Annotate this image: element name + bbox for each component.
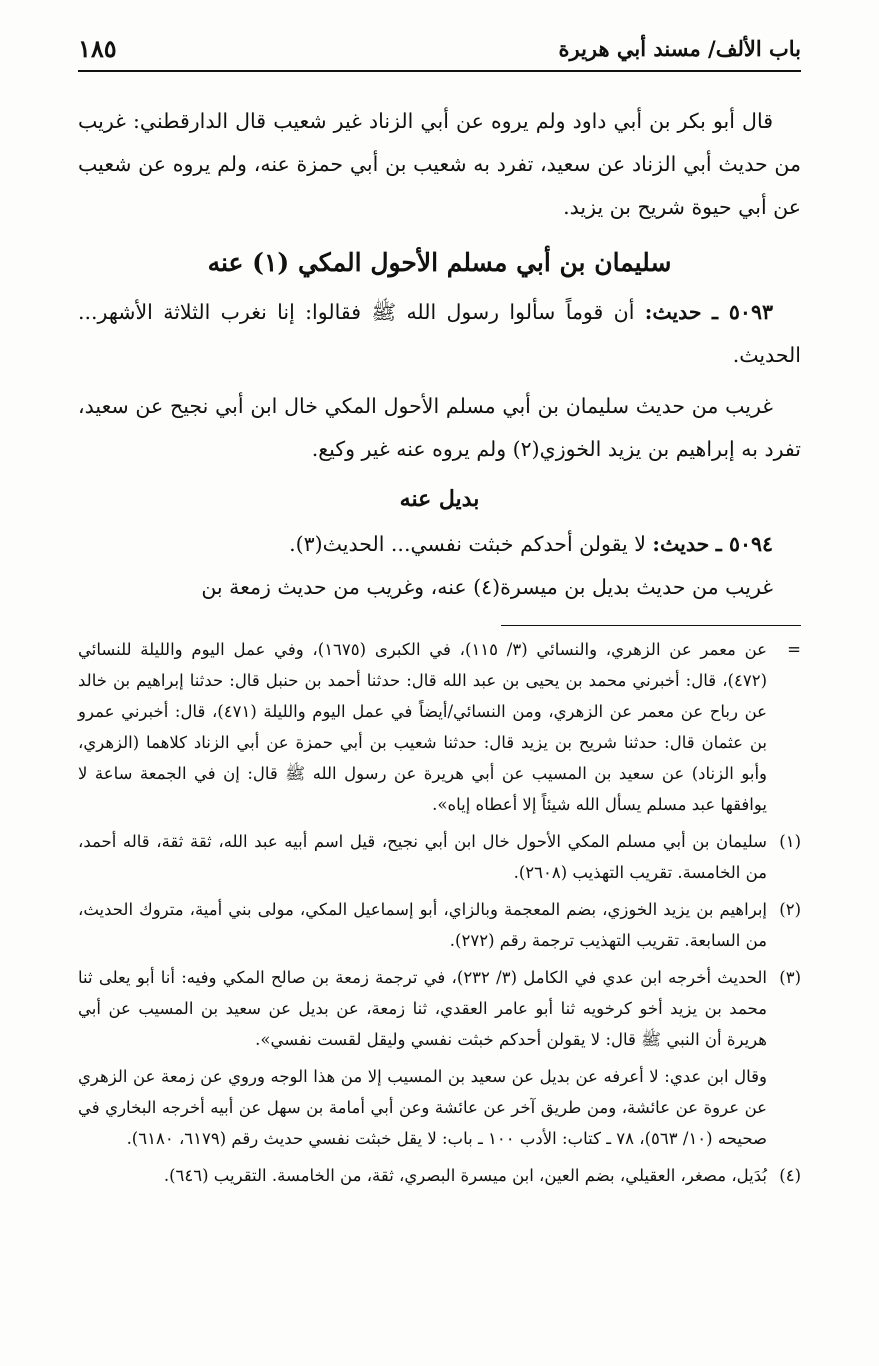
continuation-marker: =	[787, 640, 801, 659]
hadith-label: حديث:	[644, 300, 702, 324]
running-header	[78, 30, 801, 72]
footnote-2: (٢) إبراهيم بن يزيد الخوزي، بضم المعجمة وبالزاي، أبو إسماعيل المكي، مولى بني أمية، متروك الحديث، من السابعة. تقريب التهذيب ترجمة رقم (٢٧٢).	[78, 894, 801, 956]
footnote-number: (٤)	[779, 1166, 801, 1185]
footnote-1: (١) سليمان بن أبي مسلم المكي الأحول خال ابن أبي نجيح، قيل اسم أبيه عبد الله، ثقة ثقة، قاله أحمد، من الخامسة. تقريب التهذيب (٢٦٠٨).	[78, 826, 801, 888]
section-heading-budayl: بديل عنه	[399, 486, 480, 512]
paragraph-daraqutni: قال أبو بكر بن أبي داود ولم يروه عن أبي الزناد غير شعيب قال الدارقطني: غريب من حديث أبي الزناد عن سعيد، تفرد به شعيب بن أبي حمزة عنه، ولم يروه عن شعيب عن أبي حيوة شريح بن يزيد.	[78, 109, 801, 219]
hadith-number: ٥٠٩٣ ـ	[711, 300, 773, 324]
running-title: باب الألف/ مسند أبي هريرة	[558, 36, 801, 61]
footnote-separator	[501, 625, 801, 626]
hadith-label: حديث:	[652, 532, 710, 556]
footnote-continuation: = عن معمر عن الزهري، والنسائي (٣/ ١١٥)، في الكبرى (١٦٧٥)، وفي عمل اليوم والليلة للنسائي (٤٧٢)، قال: أخبرني محمد بن يحيى بن عبد الله قال: حدثنا أحمد بن حنبل قال: حدثنا إبراهيم بن خالد عن رباح عن معمر عن الزهري، ومن النسائي/أيضاً في عمل اليوم والليلة (٤٧١)، قال: أخبرني عمرو بن عثمان قال: حدثنا شريح بن يزيد قال: حدثنا شعيب بن أبي حمزة عن أبي الزناد كلاهما (الزهري، وأبو الزناد) عن سعيد بن المسيب عن أبي هريرة عن رسول الله ﷺ قال: إن في الجمعة ساعة لا يوافقها عبد مسلم يسأل الله شيئاً إلا أعطاه إياه».	[78, 634, 801, 820]
page-number: ١٨٥	[78, 34, 117, 63]
hadith-text: أن قوماً سألوا رسول الله ﷺ فقالوا: إنا نغرب الثلاثة الأشهر... الحديث.	[78, 300, 801, 367]
footnote-3-continued: وقال ابن عدي: لا أعرفه عن بديل عن سعيد بن المسيب إلا من هذا الوجه وروي عن زمعة عن الزهري عن عروة عن عائشة، ومن طريق آخر عن عائشة وعن أبي أمامة بن سهل عن أبيه أخرجه البخاري في صحيحه (١٠/ ٥٦٣)، ٧٨ ـ كتاب: الأدب ١٠٠ ـ باب: لا يقل خبثت نفسي حديث رقم (٦١٧٩، ٦١٨٠).	[78, 1067, 767, 1148]
paragraph-sulayman-note: غريب من حديث سليمان بن أبي مسلم الأحول المكي خال ابن أبي نجيح عن سعيد، تفرد به إبراهيم بن يزيد الخوزي(٢) ولم يروه عنه غير وكيع.	[78, 394, 801, 461]
footnotes	[78, 634, 801, 1197]
section-heading-sulayman: سليمان بن أبي مسلم الأحول المكي (١) عنه	[207, 248, 672, 277]
hadith-text: لا يقولن أحدكم خبثت نفسي... الحديث(٣).	[289, 532, 646, 556]
footnote-4: (٤) بُدَيل، مصغر، العقيلي، بضم العين، ابن ميسرة البصري، ثقة، من الخامسة. التقريب (٦٤٦).	[78, 1160, 801, 1191]
paragraph-budayl-note: غريب من حديث بديل بن ميسرة(٤) عنه، وغريب من حديث زمعة بن	[201, 575, 773, 599]
footnote-number: (٢)	[779, 900, 801, 919]
footnote-3: (٣) الحديث أخرجه ابن عدي في الكامل (٣/ ٢٣٢)، في ترجمة زمعة بن صالح المكي وفيه: أنا أبو يعلى ثنا محمد بن يزيد أخو كرخويه ثنا أبو عامر العقدي، ثنا زمعة، عن بديل عن سعيد بن المسيب عن أبي هريرة أن النبي ﷺ قال: لا يقولن أحدكم خبثت نفسي وليقل لقست نفسي».	[78, 962, 801, 1055]
hadith-5093	[78, 291, 801, 377]
hadith-5094	[78, 523, 801, 566]
footnote-number: (٣)	[779, 968, 801, 987]
hadith-number: ٥٠٩٤ ـ	[715, 532, 773, 556]
main-text	[78, 100, 801, 609]
footnote-number: (١)	[779, 832, 801, 851]
